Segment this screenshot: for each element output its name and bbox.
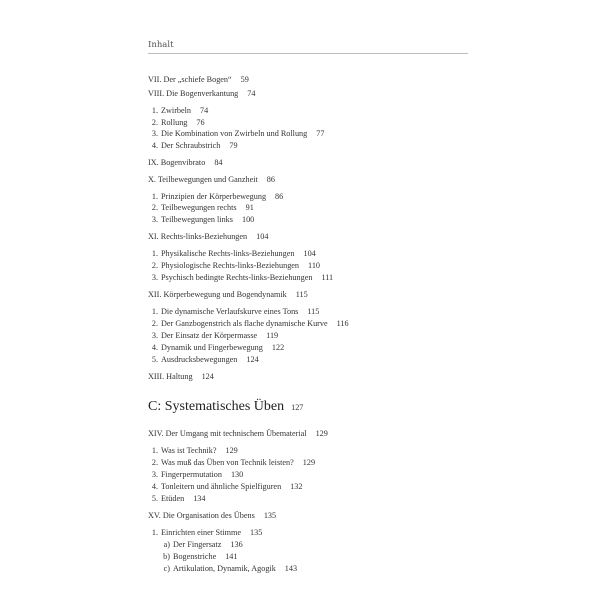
page-number: 104 (303, 249, 316, 258)
page-number: 136 (230, 540, 243, 549)
item-number: 4. (151, 141, 158, 150)
page-number: 111 (321, 273, 334, 282)
page-number: 130 (230, 470, 244, 479)
page-number: 124 (246, 355, 259, 364)
entry-title: X. Teilbewegungen und Ganzheit (148, 175, 258, 184)
toc-item-entry (150, 140, 238, 152)
page-number: 116 (336, 319, 349, 328)
entry-title: XI. Rechts-links-Beziehungen (148, 232, 248, 241)
entry-title: Die dynamische Verlaufskurve eines Tons (161, 307, 299, 316)
toc-item-entry (150, 105, 208, 117)
page-number: 115 (307, 307, 320, 316)
page-number: 135 (263, 511, 277, 520)
toc-item-entry (150, 260, 320, 272)
entry-title: Teilbewegungen rechts (161, 203, 237, 212)
page-number: 124 (201, 372, 214, 381)
part-title: C: Systematisches Üben (148, 399, 285, 414)
entry-title: VIII. Die Bogenverkantung (148, 89, 239, 98)
toc-item-entry (150, 128, 324, 140)
entry-title: XIV. Der Umgang mit technischem Übematerial (148, 429, 307, 438)
page-number: 86 (275, 192, 284, 201)
entry-title: XII. Körperbewegung und Bogendynamik (148, 290, 287, 299)
toc-item-entry (150, 306, 319, 318)
entry-title: Bogenstriche (173, 552, 217, 561)
item-number: 1. (151, 446, 158, 455)
toc-item-entry (150, 202, 254, 214)
entry-title: Prinzipien der Körperbewegung (161, 192, 267, 201)
page-number: 141 (225, 552, 238, 561)
page-number: 77 (316, 129, 325, 138)
item-number: 2. (151, 261, 158, 270)
toc-item-entry (150, 318, 349, 330)
page-number: 134 (193, 494, 206, 503)
page-number: 143 (284, 564, 298, 573)
entry-title: Rollung (161, 118, 188, 127)
item-number: 1. (151, 192, 158, 201)
item-number: 2. (151, 458, 158, 467)
page-number: 127 (291, 403, 304, 412)
page-number: 129 (225, 446, 238, 455)
page-number: 135 (250, 528, 263, 537)
toc-item-entry (150, 493, 205, 505)
toc-chapter-entry (148, 231, 268, 243)
item-number: 1. (151, 307, 158, 316)
toc-item-entry (150, 330, 278, 342)
item-number: 3. (151, 273, 158, 282)
item-number: 2. (151, 319, 158, 328)
page-number: 59 (240, 75, 249, 84)
item-number: b) (163, 552, 170, 561)
entry-title: Dynamik und Fingerbewegung (161, 343, 263, 352)
page-number: 115 (295, 290, 308, 299)
toc-subitem-entry (160, 563, 297, 575)
toc-item-entry (150, 469, 243, 481)
page-number: 110 (308, 261, 321, 270)
item-number: c) (163, 564, 170, 573)
item-number: 2. (151, 203, 158, 212)
toc-subitem-entry (160, 539, 243, 551)
item-number: 3. (151, 331, 158, 340)
entry-title: Was muß das Üben von Technik leisten? (161, 458, 294, 467)
running-head: Inhalt (148, 40, 174, 50)
item-number: 4. (151, 482, 158, 491)
entry-title: Tonleitern und ähnliche Spielfiguren (161, 482, 282, 491)
entry-title: Physikalische Rechts-links-Beziehungen (161, 249, 295, 258)
page-number: 119 (266, 331, 279, 340)
part-heading (148, 399, 303, 415)
item-number: 3. (151, 215, 158, 224)
entry-title: Der Einsatz der Körpermasse (161, 331, 258, 340)
toc-item-entry (150, 214, 254, 226)
page-number: 132 (290, 482, 303, 491)
entry-title: Die Kombination von Zwirbeln und Rollung (161, 129, 308, 138)
entry-title: Der Fingersatz (173, 540, 222, 549)
page-number: 74 (247, 89, 256, 98)
entry-title: Physiologische Rechts-links-Beziehungen (161, 261, 300, 270)
page-number: 129 (302, 458, 316, 467)
toc-item-entry (150, 527, 262, 539)
toc-item-entry (150, 342, 284, 354)
toc-item-entry (150, 481, 302, 493)
entry-title: Psychisch bedingte Rechts-links-Beziehungen (161, 273, 313, 282)
toc-chapter-entry (148, 74, 249, 86)
entry-title: Einrichten einer Stimme (161, 528, 242, 537)
toc-item-entry (150, 272, 333, 284)
page-number: 79 (229, 141, 238, 150)
entry-title: XIII. Haltung (148, 372, 193, 381)
entry-title: Ausdrucksbewegungen (161, 355, 238, 364)
page-number: 74 (200, 106, 209, 115)
page-number: 122 (271, 343, 285, 352)
item-number: 1. (151, 249, 158, 258)
page-number: 76 (196, 118, 205, 127)
toc-item-entry (150, 354, 259, 366)
toc-chapter-entry (148, 371, 214, 383)
toc-chapter-entry (148, 289, 308, 301)
entry-title: XV. Die Organisation des Übens (148, 511, 255, 520)
item-number: 5. (151, 355, 158, 364)
page-number: 104 (256, 232, 269, 241)
page-number: 84 (214, 158, 223, 167)
item-number: 4. (151, 343, 158, 352)
toc-chapter-entry (148, 510, 276, 522)
item-number: 3. (151, 470, 158, 479)
entry-title: Der Ganzbogenstrich als flache dynamische Kurve (161, 319, 328, 328)
item-number: 1. (151, 528, 158, 537)
entry-title: Was ist Technik? (161, 446, 217, 455)
item-number: 5. (151, 494, 158, 503)
entry-title: Teilbewegungen links (161, 215, 233, 224)
toc-chapter-entry (148, 88, 255, 100)
entry-title: Fingerpermutation (161, 470, 222, 479)
item-number: 2. (151, 118, 158, 127)
item-number: a) (163, 540, 170, 549)
header-rule (148, 53, 468, 54)
toc-item-entry (150, 248, 316, 260)
page-number: 91 (245, 203, 254, 212)
page-number: 129 (315, 429, 328, 438)
item-number: 3. (151, 129, 158, 138)
entry-title: VII. Der „schiefe Bogen“ (148, 75, 232, 84)
toc-item-entry (150, 457, 315, 469)
toc-subitem-entry (160, 551, 237, 563)
entry-title: Der Schraubstrich (161, 141, 221, 150)
entry-title: Zwirbeln (161, 106, 192, 115)
toc-item-entry (150, 445, 238, 457)
page-number: 100 (241, 215, 255, 224)
item-number: 1. (151, 106, 158, 115)
toc-chapter-entry (148, 428, 328, 440)
entry-title: IX. Bogenvibrato (148, 158, 206, 167)
entry-title: Artikulation, Dynamik, Agogik (173, 564, 276, 573)
entry-title: Etüden (161, 494, 185, 503)
toc-chapter-entry (148, 174, 275, 186)
toc-chapter-entry (148, 157, 223, 169)
page-number: 86 (266, 175, 275, 184)
